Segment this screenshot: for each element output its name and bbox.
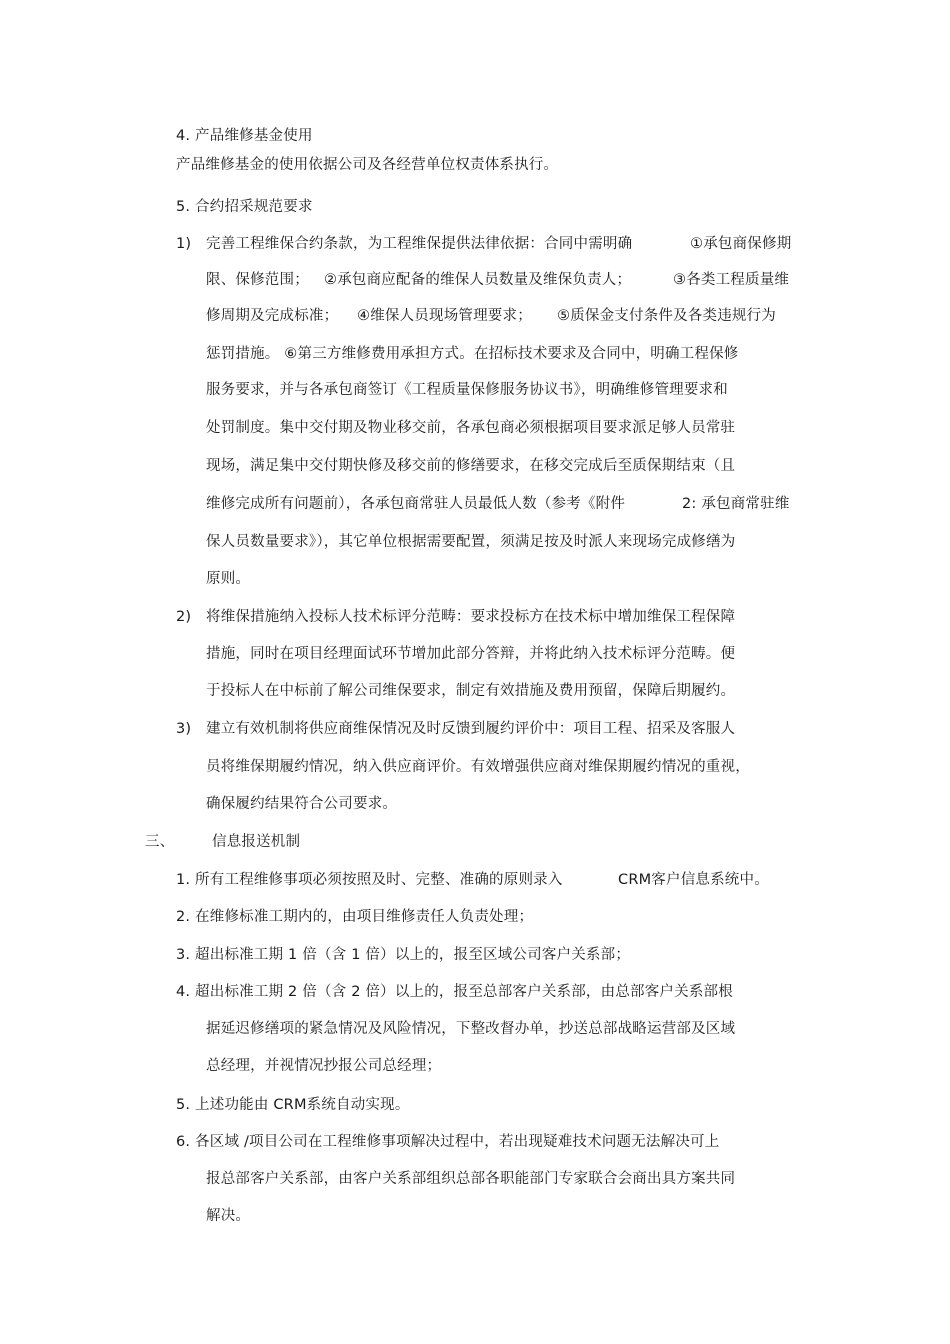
list-item-1b: CRM客户信息系统中。	[618, 872, 769, 888]
list-item-3: 3. 超出标准工期 1 倍（含 1 倍）以上的，报至区域公司客户关系部；	[176, 947, 631, 963]
item-1-line-7: 现场，满足集中交付期快修及移交前的修缮要求，在移交完成后至质保期结束（且	[206, 458, 736, 474]
list-item-6c: 解决。	[206, 1208, 251, 1224]
item-3-line-3: 确保履约结果符合公司要求。	[206, 796, 398, 812]
item-1-line-3b: ④维保人员现场管理要求；	[357, 308, 532, 324]
item-1-line-9: 保人员数量要求》），其它单位根据需要配置，须满足按及时派人来现场完成修缮为	[206, 534, 736, 550]
item-1-marker: 1)	[176, 236, 192, 252]
section-3-title: 信息报送机制	[212, 834, 301, 850]
list-item-4a: 4. 超出标准工期 2 倍（含 2 倍）以上的，报至总部客户关系部，由总部客户关系部根	[176, 984, 733, 1000]
list-item-5: 5. 上述功能由 CRM系统自动实现。	[176, 1097, 410, 1113]
list-item-4c: 总经理，并视情况抄报公司总经理；	[206, 1058, 442, 1074]
list-item-4b: 据延迟修缮项的紧急情况及风险情况，下整改督办单，抄送总部战略运营部及区域	[206, 1021, 736, 1037]
item-1-line-10: 原则。	[206, 571, 251, 587]
item-1-line-5: 服务要求，并与各承包商签订《工程质量保修服务协议书》，明确维修管理要求和	[206, 382, 728, 398]
item-2-line-1: 将维保措施纳入投标人技术标评分范畴：要求投标方在技术标中增加维保工程保障	[206, 609, 736, 625]
item-2-marker: 2)	[176, 609, 192, 625]
item-1-line-1b: ①承包商保修期	[690, 236, 792, 252]
item-1-line-3a: 修周期及完成标准；	[206, 308, 339, 324]
item-2-line-2: 措施，同时在项目经理面试环节增加此部分答辩，并将此纳入技术标评分范畴。便	[206, 646, 736, 662]
item-1-line-8b: 2: 承包商常驻维	[682, 496, 790, 512]
section-3-number: 三、	[145, 834, 175, 850]
item-1-line-1a: 完善工程维保合约条款，为工程维保提供法律依据：合同中需明确	[206, 236, 633, 252]
list-item-6a: 6. 各区域 /项目公司在工程维修事项解决过程中，若出现疑难技术问题无法解决可上	[176, 1134, 720, 1150]
item-1-line-3c: ⑤质保金支付条件及各类违规行为	[557, 308, 776, 324]
list-item-6b: 报总部客户关系部，由客户关系部组织总部各职能部门专家联合会商出具方案共同	[206, 1171, 736, 1187]
section-4-body: 产品维修基金的使用依据公司及各经营单位权责体系执行。	[176, 157, 559, 173]
list-item-1a: 1. 所有工程维修事项必须按照及时、完整、准确的原则录入	[176, 872, 563, 888]
list-item-2: 2. 在维修标准工期内的，由项目维修责任人负责处理；	[176, 909, 534, 925]
item-3-marker: 3)	[176, 721, 192, 737]
section-4-heading: 4. 产品维修基金使用	[176, 128, 313, 144]
item-1-line-6: 处罚制度。集中交付期及物业移交前，各承包商必须根据项目要求派足够人员常驻	[206, 420, 736, 436]
section-5-heading: 5. 合约招采规范要求	[176, 199, 313, 215]
item-3-line-2: 员将维保期履约情况，纳入供应商评价。有效增强供应商对维保期履约情况的重视，	[206, 759, 750, 775]
item-1-line-2b: ②承包商应配备的维保人员数量及维保负责人；	[324, 272, 632, 288]
item-2-line-3: 于投标人在中标前了解公司维保要求，制定有效措施及费用预留，保障后期履约。	[206, 683, 736, 699]
item-1-line-2a: 限、保修范围；	[206, 272, 309, 288]
item-1-line-2c: ③各类工程质量维	[673, 272, 790, 288]
item-3-line-1: 建立有效机制将供应商维保情况及时反馈到履约评价中：项目工程、招采及客服人	[206, 721, 736, 737]
item-1-line-8a: 维修完成所有问题前），各承包商常驻人员最低人数（参考《附件	[206, 496, 626, 512]
item-1-line-4: 惩罚措施。 ⑥第三方维修费用承担方式。在招标技术要求及合同中，明确工程保修	[206, 346, 739, 362]
